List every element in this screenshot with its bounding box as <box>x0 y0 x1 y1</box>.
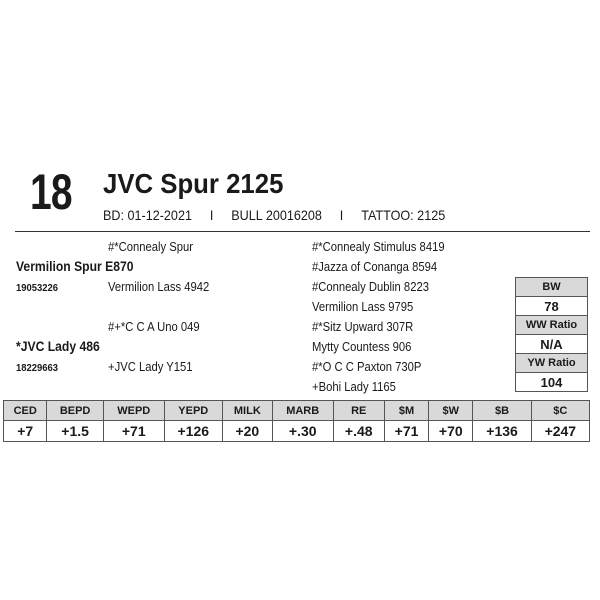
birth-date: BD: 01-12-2021 <box>103 207 192 223</box>
epd-header: $W <box>429 401 473 421</box>
epd-header: CED <box>4 401 47 421</box>
sire-name: Vermilion Spur E870 <box>16 259 134 274</box>
sire-registration: 19053226 <box>16 282 59 294</box>
sire-sire-sire: #*Connealy Stimulus 8419 <box>312 240 445 254</box>
sire-dam-sire: #Connealy Dublin 8223 <box>312 280 429 294</box>
epd-value: +1.5 <box>47 421 103 442</box>
bw-value: 78 <box>516 297 588 316</box>
divider <box>15 231 590 232</box>
separator: I <box>339 207 344 223</box>
sire-dam: Vermilion Lass 4942 <box>108 280 210 294</box>
dam-name: *JVC Lady 486 <box>16 339 100 354</box>
ww-ratio-value: N/A <box>516 335 588 354</box>
tattoo: TATTOO: 2125 <box>361 207 446 223</box>
registration-number: BULL 20016208 <box>231 207 322 223</box>
bull-name: JVC Spur 2125 <box>103 168 284 199</box>
bw-label: BW <box>516 278 588 297</box>
epd-value: +70 <box>429 421 473 442</box>
dam-dam: +JVC Lady Y151 <box>108 360 193 374</box>
yw-ratio-value: 104 <box>516 373 588 392</box>
epd-header: MILK <box>222 401 272 421</box>
dam-sire-sire: #*Sitz Upward 307R <box>312 320 414 334</box>
separator: I <box>209 207 214 223</box>
info-line <box>103 207 445 223</box>
epd-header: $B <box>473 401 531 421</box>
dam-registration: 18229663 <box>16 362 59 374</box>
dam-dam-dam: +Bohi Lady 1165 <box>312 380 396 394</box>
side-stats-table <box>515 277 588 392</box>
epd-value: +71 <box>384 421 428 442</box>
lot-number: 18 <box>30 164 72 220</box>
epd-value-row <box>4 421 590 442</box>
epd-header: $M <box>384 401 428 421</box>
sire-sire: #*Connealy Spur <box>108 240 194 254</box>
epd-value: +136 <box>473 421 531 442</box>
epd-header: MARB <box>272 401 333 421</box>
epd-header: WEPD <box>103 401 164 421</box>
epd-header-row <box>4 401 590 421</box>
epd-value: +71 <box>103 421 164 442</box>
sire-dam-dam: Vermilion Lass 9795 <box>312 300 414 314</box>
epd-header: RE <box>333 401 384 421</box>
epd-value: +7 <box>4 421 47 442</box>
sire-sire-dam: #Jazza of Conanga 8594 <box>312 260 438 274</box>
yw-ratio-label: YW Ratio <box>516 354 588 373</box>
ww-ratio-label: WW Ratio <box>516 316 588 335</box>
epd-value: +20 <box>222 421 272 442</box>
epd-value: +247 <box>531 421 589 442</box>
dam-sire-dam: Mytty Countess 906 <box>312 340 412 354</box>
epd-table <box>3 400 590 442</box>
dam-dam-sire: #*O C C Paxton 730P <box>312 360 422 374</box>
epd-value: +126 <box>164 421 222 442</box>
epd-header: YEPD <box>164 401 222 421</box>
dam-sire: #+*C C A Uno 049 <box>108 320 200 334</box>
epd-value: +.30 <box>272 421 333 442</box>
epd-value: +.48 <box>333 421 384 442</box>
epd-header: $C <box>531 401 589 421</box>
epd-header: BEPD <box>47 401 103 421</box>
